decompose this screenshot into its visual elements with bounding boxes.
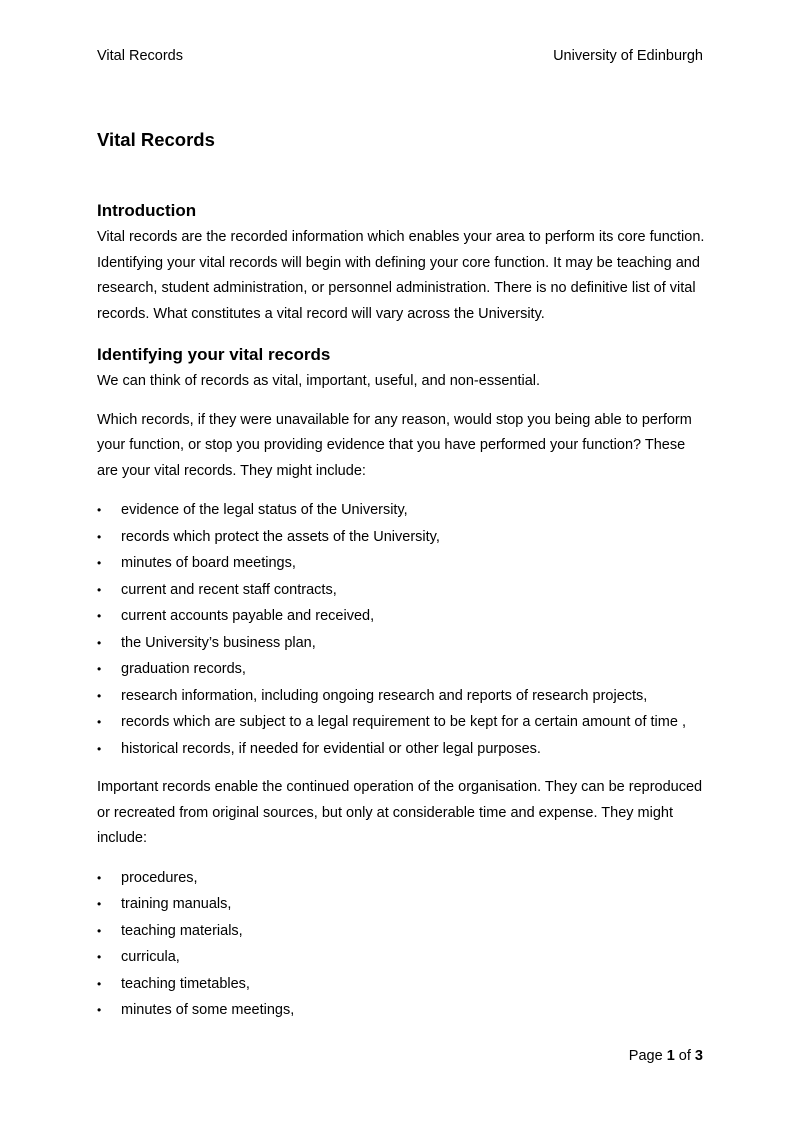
list-item: • training manuals, (97, 891, 707, 918)
bullet-icon: • (97, 503, 102, 517)
page-number (629, 1047, 703, 1065)
list-item: • teaching timetables, (97, 971, 707, 998)
running-header-title: Vital Records (97, 48, 183, 64)
document-body (97, 127, 707, 1024)
vital-records-list (97, 497, 707, 762)
list-item: • historical records, if needed for evidential or other legal purposes. (97, 736, 707, 763)
identifying-heading: Identifying your vital records (97, 345, 331, 364)
bullet-icon: • (97, 688, 102, 703)
bullet-icon: • (97, 741, 102, 756)
running-header-institution: University of Edinburgh (553, 48, 703, 64)
identifying-paragraph-2: Which records, if they were unavailable for any reason, would stop you being able to perform your function, or stop you providing evidence that you have performed your function? These are your vital records. They might include: (97, 411, 692, 479)
bullet-icon: • (97, 870, 102, 885)
bullet-icon: • (97, 950, 102, 964)
bullet-icon: • (97, 556, 102, 570)
list-item: • current accounts payable and received, (97, 603, 707, 630)
list-item: • research information, including ongoing research and reports of research projects, (97, 683, 707, 710)
bullet-icon: • (97, 662, 102, 676)
bullet-icon: • (97, 529, 102, 544)
list-item: • records which protect the assets of the University, (97, 524, 707, 551)
important-records-paragraph: Important records enable the continued operation of the organisation. They can be reproduced or recreated from original sources, but only at considerable time and expense. They might include: (97, 779, 703, 846)
bullet-icon: • (97, 582, 102, 597)
bullet-icon: • (97, 897, 102, 911)
list-item: • graduation records, (97, 656, 707, 683)
current-page-number: 1 (666, 1048, 675, 1064)
identifying-paragraph-1: We can think of records as vital, important, useful, and non-essential. (97, 373, 541, 389)
bullet-icon: • (97, 1003, 102, 1017)
bullet-icon: • (97, 715, 102, 729)
list-item: • curricula, (97, 944, 707, 971)
bullet-icon: • (97, 635, 102, 650)
list-item: • records which are subject to a legal requirement to be kept for a certain amount of time , (97, 709, 707, 736)
important-records-list (97, 865, 707, 1024)
total-pages-number: 3 (694, 1048, 703, 1064)
introduction-heading: Introduction (97, 201, 197, 220)
introduction-paragraph: Vital records are the recorded information which enables your area to perform its core function. Identifying your vital records will begin with defining your core function. It may be teaching and research, student administration, or personnel administration. There is no definitive list of vital records. What constitutes a vital record will vary across the University. (97, 229, 705, 322)
list-item: • procedures, (97, 865, 707, 892)
page-label: Page (628, 1048, 663, 1064)
list-item: • teaching materials, (97, 918, 707, 945)
bullet-icon: • (97, 923, 102, 938)
list-item: • the University’s business plan, (97, 630, 707, 657)
bullet-icon: • (97, 609, 102, 623)
document-title: Vital Records (97, 129, 215, 150)
list-item: • evidence of the legal status of the University, (97, 497, 707, 524)
list-item: • minutes of some meetings, (97, 997, 707, 1024)
list-item: • current and recent staff contracts, (97, 577, 707, 604)
list-item: • minutes of board meetings, (97, 550, 707, 577)
bullet-icon: • (97, 976, 102, 991)
page-of-label: of (678, 1048, 691, 1064)
